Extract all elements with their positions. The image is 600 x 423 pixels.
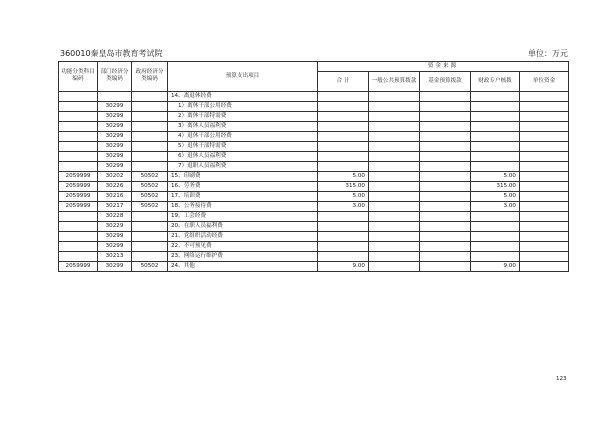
- cell-special-fund: [471, 101, 520, 111]
- cell-total: [318, 151, 369, 161]
- cell-fund-budget: [420, 221, 471, 231]
- document-title: 360010秦皇岛市教育考试院: [60, 49, 163, 58]
- cell-general-public: [369, 211, 420, 221]
- col-header-funding-source: 资金来源: [318, 62, 569, 72]
- cell-dept-econ: 30216: [98, 191, 132, 201]
- cell-unit-fund: [520, 191, 569, 201]
- cell-gov-econ: [132, 161, 168, 171]
- col-header-special-fund: 财政专户核拨: [471, 71, 520, 91]
- cell-gov-econ: 50502: [132, 201, 168, 211]
- table-row: [59, 211, 569, 221]
- table-row: [59, 181, 569, 191]
- cell-fund-budget: [420, 101, 471, 111]
- cell-unit-fund: [520, 221, 569, 231]
- cell-item: 6）退休人员福利费: [168, 151, 318, 161]
- cell-dept-econ: 30299: [98, 151, 132, 161]
- cell-special-fund: [471, 131, 520, 141]
- col-header-dept-econ: 部门经济分类编码: [98, 62, 132, 92]
- cell-item: 16、劳务费: [168, 181, 318, 191]
- cell-dept-econ: 30226: [98, 181, 132, 191]
- col-header-total: 合 计: [318, 71, 369, 91]
- cell-fund-budget: [420, 191, 471, 201]
- cell-gov-econ: [132, 251, 168, 261]
- cell-fund-budget: [420, 231, 471, 241]
- cell-total: [318, 241, 369, 251]
- cell-func-code: 2059999: [59, 261, 98, 271]
- cell-special-fund: [471, 111, 520, 121]
- col-header-item: 预算支出项目: [168, 62, 318, 92]
- cell-gov-econ: 50502: [132, 191, 168, 201]
- cell-item: 19、工会经费: [168, 211, 318, 221]
- table-row: [59, 201, 569, 211]
- cell-dept-econ: 30228: [98, 211, 132, 221]
- cell-unit-fund: [520, 231, 569, 241]
- cell-unit-fund: [520, 151, 569, 161]
- cell-func-code: 2059999: [59, 181, 98, 191]
- cell-general-public: [369, 241, 420, 251]
- cell-item: 7）退职人员福利费: [168, 161, 318, 171]
- cell-func-code: [59, 151, 98, 161]
- cell-special-fund: [471, 251, 520, 261]
- cell-item: 23、网络运行维护费: [168, 251, 318, 261]
- cell-total: 315.00: [318, 181, 369, 191]
- cell-fund-budget: [420, 261, 471, 271]
- table-row: [59, 191, 569, 201]
- cell-func-code: 2059999: [59, 171, 98, 181]
- cell-fund-budget: [420, 171, 471, 181]
- cell-total: [318, 111, 369, 121]
- table-row: [59, 251, 569, 261]
- table-row: [59, 261, 569, 271]
- cell-unit-fund: [520, 121, 569, 131]
- cell-dept-econ: 30299: [98, 261, 132, 271]
- cell-fund-budget: [420, 121, 471, 131]
- cell-item: 5）退休干部特需费: [168, 141, 318, 151]
- cell-item: 18、公务接待费: [168, 201, 318, 211]
- cell-dept-econ: 30299: [98, 231, 132, 241]
- cell-general-public: [369, 171, 420, 181]
- cell-general-public: [369, 201, 420, 211]
- cell-unit-fund: [520, 241, 569, 251]
- cell-total: [318, 221, 369, 231]
- cell-unit-fund: [520, 171, 569, 181]
- cell-general-public: [369, 251, 420, 261]
- cell-dept-econ: 30299: [98, 241, 132, 251]
- table-row: [59, 171, 569, 181]
- cell-general-public: [369, 91, 420, 101]
- cell-unit-fund: [520, 211, 569, 221]
- col-header-gov-econ: 政府经济分类编码: [132, 62, 168, 92]
- cell-item: 3）离休人员福利费: [168, 121, 318, 131]
- table-row: [59, 131, 569, 141]
- cell-total: 3.00: [318, 201, 369, 211]
- cell-fund-budget: [420, 181, 471, 191]
- cell-unit-fund: [520, 261, 569, 271]
- cell-gov-econ: [132, 211, 168, 221]
- cell-total: [318, 91, 369, 101]
- cell-total: [318, 211, 369, 221]
- cell-special-fund: [471, 121, 520, 131]
- table-row: [59, 91, 569, 101]
- cell-special-fund: 5.00: [471, 191, 520, 201]
- cell-unit-fund: [520, 131, 569, 141]
- cell-special-fund: [471, 211, 520, 221]
- cell-item: 24、其他: [168, 261, 318, 271]
- cell-special-fund: 3.00: [471, 201, 520, 211]
- cell-unit-fund: [520, 161, 569, 171]
- cell-item: 14、离退休经费: [168, 91, 318, 101]
- cell-gov-econ: [132, 131, 168, 141]
- col-header-fund-budget: 基金预算拨款: [420, 71, 471, 91]
- col-header-general-public: 一般公共预算拨款: [369, 71, 420, 91]
- cell-general-public: [369, 151, 420, 161]
- cell-item: 2）离休干部特需费: [168, 111, 318, 121]
- cell-special-fund: [471, 241, 520, 251]
- col-header-unit-fund: 单位资金: [520, 71, 569, 91]
- cell-special-fund: 9.00: [471, 261, 520, 271]
- cell-unit-fund: [520, 111, 569, 121]
- cell-general-public: [369, 231, 420, 241]
- cell-item: 17、培训费: [168, 191, 318, 201]
- cell-total: [318, 231, 369, 241]
- cell-func-code: [59, 231, 98, 241]
- cell-special-fund: 5.00: [471, 171, 520, 181]
- table-row: [59, 141, 569, 151]
- cell-total: [318, 141, 369, 151]
- table-row: [59, 231, 569, 241]
- cell-dept-econ: 30217: [98, 201, 132, 211]
- cell-special-fund: [471, 231, 520, 241]
- cell-special-fund: [471, 141, 520, 151]
- cell-special-fund: [471, 91, 520, 101]
- cell-unit-fund: [520, 251, 569, 261]
- cell-func-code: [59, 251, 98, 261]
- cell-general-public: [369, 141, 420, 151]
- cell-gov-econ: [132, 111, 168, 121]
- cell-dept-econ: 30213: [98, 251, 132, 261]
- cell-general-public: [369, 261, 420, 271]
- cell-total: [318, 121, 369, 131]
- cell-total: 5.00: [318, 171, 369, 181]
- budget-table: [58, 61, 569, 272]
- cell-gov-econ: [132, 231, 168, 241]
- cell-total: 5.00: [318, 191, 369, 201]
- cell-func-code: [59, 141, 98, 151]
- table-row: [59, 111, 569, 121]
- cell-general-public: [369, 221, 420, 231]
- cell-gov-econ: 50502: [132, 261, 168, 271]
- cell-special-fund: [471, 221, 520, 231]
- cell-func-code: [59, 211, 98, 221]
- table-row: [59, 221, 569, 231]
- cell-general-public: [369, 181, 420, 191]
- cell-fund-budget: [420, 111, 471, 121]
- cell-gov-econ: [132, 91, 168, 101]
- cell-dept-econ: 30299: [98, 121, 132, 131]
- cell-dept-econ: 30299: [98, 141, 132, 151]
- cell-dept-econ: [98, 91, 132, 101]
- table-row: [59, 151, 569, 161]
- cell-total: [318, 131, 369, 141]
- cell-total: 9.00: [318, 261, 369, 271]
- cell-item: 4）退休干部公用经费: [168, 131, 318, 141]
- cell-dept-econ: 30299: [98, 161, 132, 171]
- cell-total: [318, 101, 369, 111]
- table-body: [59, 91, 569, 271]
- cell-special-fund: [471, 151, 520, 161]
- cell-unit-fund: [520, 181, 569, 191]
- cell-special-fund: [471, 161, 520, 171]
- cell-fund-budget: [420, 211, 471, 221]
- cell-fund-budget: [420, 201, 471, 211]
- cell-item: 1）离休干部公用经费: [168, 101, 318, 111]
- cell-fund-budget: [420, 251, 471, 261]
- cell-func-code: [59, 91, 98, 101]
- cell-unit-fund: [520, 141, 569, 151]
- page-number: 123: [556, 376, 567, 382]
- table-row: [59, 121, 569, 131]
- cell-gov-econ: [132, 101, 168, 111]
- cell-fund-budget: [420, 91, 471, 101]
- cell-unit-fund: [520, 201, 569, 211]
- cell-item: 21、党组织活动经费: [168, 231, 318, 241]
- cell-fund-budget: [420, 131, 471, 141]
- cell-total: [318, 161, 369, 171]
- cell-total: [318, 251, 369, 261]
- table-row: [59, 101, 569, 111]
- cell-func-code: [59, 161, 98, 171]
- cell-dept-econ: 30299: [98, 101, 132, 111]
- cell-func-code: [59, 111, 98, 121]
- cell-item: 20、在职人员福利费: [168, 221, 318, 231]
- cell-dept-econ: 30299: [98, 111, 132, 121]
- cell-general-public: [369, 131, 420, 141]
- cell-general-public: [369, 101, 420, 111]
- cell-general-public: [369, 161, 420, 171]
- col-header-func-code: 功能分类科目编码: [59, 62, 98, 92]
- cell-func-code: 2059999: [59, 201, 98, 211]
- cell-func-code: [59, 121, 98, 131]
- cell-func-code: 2059999: [59, 191, 98, 201]
- cell-fund-budget: [420, 151, 471, 161]
- cell-func-code: [59, 221, 98, 231]
- cell-item: 22、不可预见费: [168, 241, 318, 251]
- table-row: [59, 161, 569, 171]
- cell-gov-econ: [132, 241, 168, 251]
- cell-gov-econ: 50502: [132, 181, 168, 191]
- cell-func-code: [59, 131, 98, 141]
- cell-general-public: [369, 121, 420, 131]
- cell-item: 15、印刷费: [168, 171, 318, 181]
- cell-unit-fund: [520, 101, 569, 111]
- cell-dept-econ: 30229: [98, 221, 132, 231]
- cell-special-fund: 315.00: [471, 181, 520, 191]
- table-row: [59, 241, 569, 251]
- cell-gov-econ: 50502: [132, 171, 168, 181]
- cell-func-code: [59, 241, 98, 251]
- cell-unit-fund: [520, 91, 569, 101]
- unit-label: 单位：万元: [528, 49, 568, 58]
- cell-fund-budget: [420, 141, 471, 151]
- cell-gov-econ: [132, 121, 168, 131]
- cell-fund-budget: [420, 161, 471, 171]
- cell-fund-budget: [420, 241, 471, 251]
- cell-gov-econ: [132, 151, 168, 161]
- cell-gov-econ: [132, 221, 168, 231]
- cell-general-public: [369, 111, 420, 121]
- cell-dept-econ: 30202: [98, 171, 132, 181]
- cell-func-code: [59, 101, 98, 111]
- cell-gov-econ: [132, 141, 168, 151]
- cell-general-public: [369, 191, 420, 201]
- cell-dept-econ: 30299: [98, 131, 132, 141]
